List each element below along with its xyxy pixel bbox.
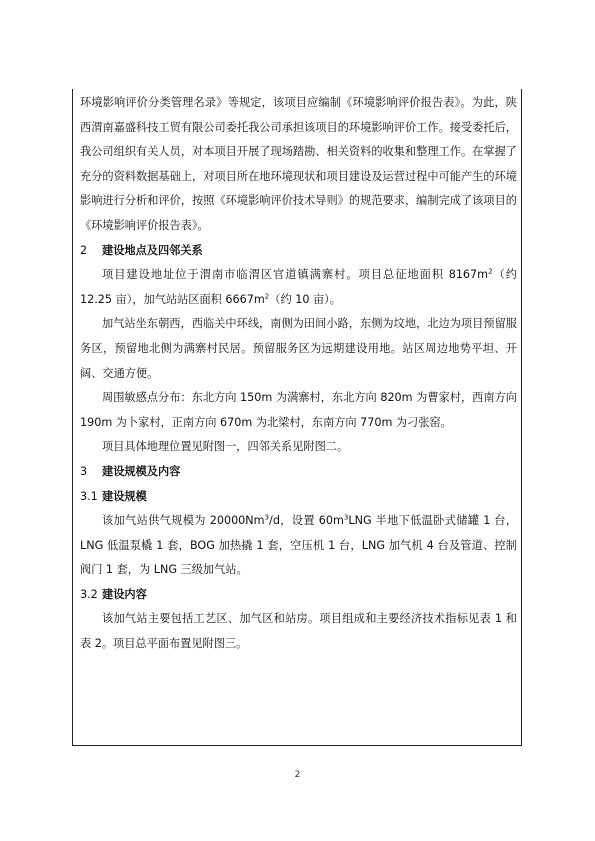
section-2-number: 2	[80, 243, 88, 257]
site-area-paragraph	[80, 263, 517, 312]
intro-paragraph: 环境影响评价分类管理名录》等规定，该项目应编制《环境影响评价报告表》。为此，陕西渭南嘉盛科技工贸有限公司委托我公司承担该项目的环境影响评价工作。接受委托后，我公司组织有关人员，对本项目开展了现场踏勘、相关资料的收集和整理工作。在掌握了充分的资料数据基础上，对项目所在地环境现状和项目建设及运营过程中可能产生的环境影响进行分析和评价，按照《环境影响评价技术导则》的规范要求，编制完成了该项目的《环境影响评价报告表》。	[80, 96, 517, 232]
section-3-2-number: 3.2	[80, 587, 98, 601]
section-3-1-title: 建设规模	[102, 489, 147, 503]
section-3-2-heading	[80, 583, 517, 608]
scale-text-c: LNG 半地下低温卧式储罐 1 台，LNG 低温泵橇 1 套，BOG 加热撬 1 套，空压机 1 台，LNG 加气机 4 台及管道、控制阀门 1 套，为 LNG 三级加气站。	[80, 514, 518, 577]
section-3-number: 3	[80, 464, 88, 478]
scale-sup-b: 3	[343, 513, 349, 522]
content-paragraph: 该加气站主要包括工艺区、加气区和站房。项目组成和主要经济技术指标见表 1 和表 2。项目总平面布置见附图三。	[80, 612, 517, 651]
scale-text-a: 该加气站供气规模为 20000Nm	[102, 514, 265, 528]
site-area-sup-a: 2	[488, 267, 493, 276]
site-area-sup-b: 2	[264, 292, 270, 301]
document-body	[80, 91, 517, 657]
figure-reference-paragraph: 项目具体地理位置见附图一，四邻关系见附图二。	[102, 440, 349, 454]
section-3-1-number: 3.1	[80, 489, 98, 503]
site-area-text-c: （约 10 亩）。	[269, 292, 341, 306]
sensitive-points-paragraph: 周围敏感点分布：东北方向 150m 为满寨村，东北方向 820m 为曹家村，西南方向 190m 为卜家村，正南方向 670m 为北梁村，东南方向 770m 为刁张窑。	[80, 391, 517, 429]
scale-paragraph	[80, 509, 517, 583]
page-number: 2	[294, 770, 301, 780]
section-3-heading	[80, 460, 517, 485]
section-3-2-title: 建设内容	[102, 587, 147, 601]
section-2-heading	[80, 239, 517, 264]
site-area-text-b: （约 12.25 亩），加气站站区面积 6667m	[80, 268, 517, 306]
section-2-title: 建设地点及四邻关系	[102, 243, 203, 257]
section-3-1-heading	[80, 485, 517, 510]
site-area-text-a: 项目建设地址位于渭南市临渭区官道镇满寨村。项目总征地面积 8167m	[102, 268, 489, 282]
section-3-title: 建设规模及内容	[102, 464, 181, 478]
scale-text-b: /d，设置 60m	[269, 514, 344, 528]
scale-sup-a: 3	[264, 513, 270, 522]
surroundings-paragraph: 加气站坐东朝西，西临关中环线，南侧为田间小路，东侧为坟地，北边为项目预留服务区，预留地北侧为满寨村民居。预留服务区为远期建设用地。站区周边地势平坦、开阔、交通方便。	[80, 317, 517, 380]
